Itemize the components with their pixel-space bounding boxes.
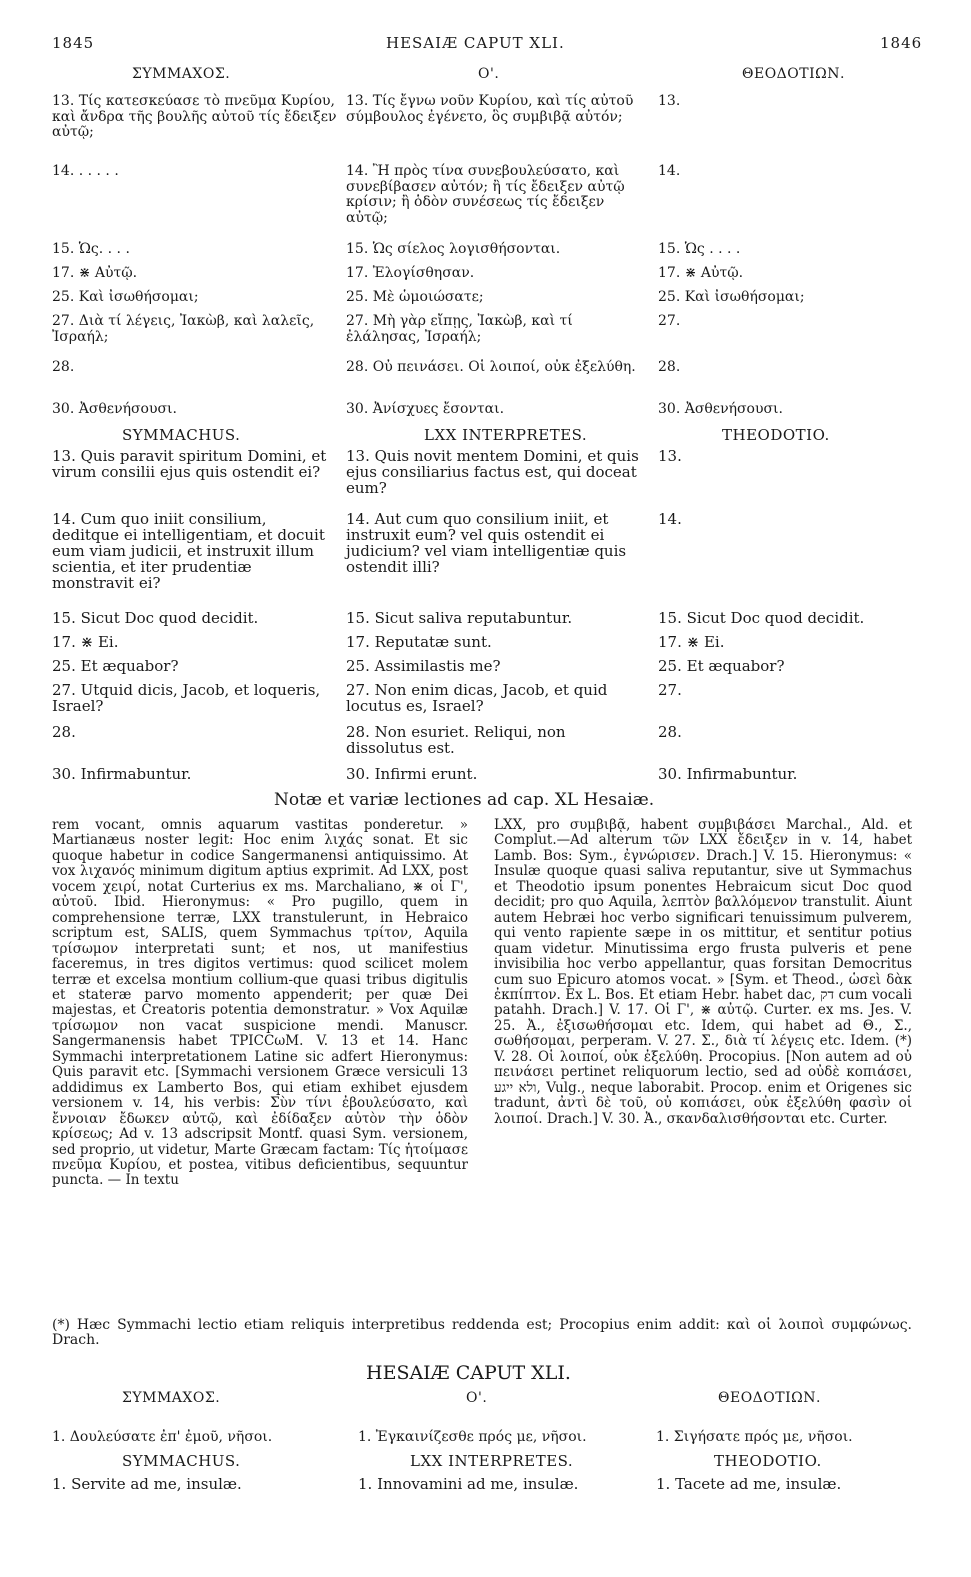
verse-lxx-la-17: 17. Reputatæ sunt. xyxy=(346,633,492,651)
verse-sym-gr-13: 13. Τίς κατεσκεύασε τὸ πνεῦμα Κυρίου, καὶ ἄνδρα τῆς βουλῆς αὐτοῦ τίς ἔδειξεν αὐτῷ; xyxy=(52,93,337,140)
verse-theo-la-28: 28. xyxy=(658,723,682,741)
verse2-sym-gr-1: 1. Δουλεύσατε ἐπ' ἐμοῦ, νῆσοι. xyxy=(52,1429,273,1445)
verse-lxx-la-28: 28. Non esuriet. Reliqui, non dissolutus est. xyxy=(346,723,566,757)
verse-theo-gr-17: 17. ⋇ Αὐτῷ. xyxy=(658,265,744,281)
heading-theodotion-greek: ΘΕΟΔΟΤΙΩΝ. xyxy=(742,66,845,82)
verse-theo-gr-27: 27. xyxy=(658,313,681,329)
verse-sym-la-28: 28. xyxy=(52,723,76,741)
heading2-symmachus-greek: ΣΥΜΜΑΧΟΣ. xyxy=(122,1390,221,1406)
verse-sym-gr-25: 25. Καὶ ἰσωθήσομαι; xyxy=(52,289,199,305)
footnote: (*) Hæc Symmachi lectio etiam reliquis interpretibus reddenda est; Procopius enim addit: καὶ οἱ λοιποὶ συμφώνως. Drach. xyxy=(52,1317,912,1349)
verse-lxx-gr-25: 25. Μὲ ὡμοιώσατε; xyxy=(346,289,484,305)
verse-theo-la-27: 27. xyxy=(658,681,682,699)
verse-theo-gr-13: 13. xyxy=(658,93,681,109)
verse2-lxx-gr-1: 1. Ἐγκαινίζεσθε πρός με, νῆσοι. xyxy=(358,1429,587,1445)
verse-lxx-la-15: 15. Sicut saliva reputabuntur. xyxy=(346,609,573,627)
verse-theo-gr-30: 30. Ἀσθενήσουσι. xyxy=(658,401,783,417)
verse-theo-la-30: 30. Infirmabuntur. xyxy=(658,765,798,783)
verse-lxx-gr-30: 30. Ἀνίσχυες ἔσονται. xyxy=(346,401,505,417)
verse-theo-gr-25: 25. Καὶ ἰσωθήσομαι; xyxy=(658,289,805,305)
verse-sym-la-17: 17. ⋇ Ei. xyxy=(52,633,119,651)
column-number-right: 1846 xyxy=(880,34,923,52)
heading2-symmachus-latin: SYMMACHUS. xyxy=(122,1452,241,1470)
verse-lxx-gr-28: 28. Οὐ πεινάσει. Οἱ λοιποί, οὐκ ἐξελύθη. xyxy=(346,359,636,375)
heading-theodotion-latin: THEODOTIO. xyxy=(722,426,830,444)
verse2-theo-la-1: 1. Tacete ad me, insulæ. xyxy=(656,1475,842,1493)
verse-lxx-gr-14: 14. Ἢ πρὸς τίνα συνεβουλεύσατο, καὶ συνεβίβασεν αὐτόν; ἢ τίς ἔδειξεν αὐτῷ κρίσιν; ἢ ὁδὸν συνέσεως τίς ἔδειξεν αὐτῷ; xyxy=(346,163,625,226)
verse-lxx-la-27: 27. Non enim dicas, Jacob, et quid locutus es, Israel? xyxy=(346,681,608,715)
heading-lxx-greek: Ο'. xyxy=(478,66,500,82)
verse-sym-la-25: 25. Et æquabor? xyxy=(52,657,179,675)
verse-theo-gr-15: 15. Ὡς . . . . xyxy=(658,241,741,257)
verse-sym-la-13: 13. Quis paravit spiritum Domini, et virum consilii ejus quis ostendit ei? xyxy=(52,447,327,481)
verse-theo-la-15: 15. Sicut Doc quod decidit. xyxy=(658,609,865,627)
verse-lxx-gr-27: 27. Μὴ γὰρ εἴπῃς, Ἰακὼβ, καὶ τί ἐλάλησας, Ἰσραήλ; xyxy=(346,313,573,345)
verse-theo-la-13: 13. xyxy=(658,447,682,465)
verse-theo-la-25: 25. Et æquabor? xyxy=(658,657,785,675)
notes-left-column: rem vocant, omnis aquarum vastitas ponderetur. » Martianæus noster legit: Hoc enim λιχάς sonat. Et sic quoque habetur in codice Sangermanensi antiquissimo. At vox λιχανός minimum digitum aptius exprimit. Ad LXX, post vocem χειρί, notat Curterius ex ms. Marchaliano, ⋇ οἱ Γ', αὐτοῦ. Ibid. Hieronymus: « Pro pugillo, quem in comprehensione terræ, LXX transtulerunt, in Hebraico scriptum est, SALIS, quem Symmachus τρίτον, Aquila τρίσωμον interpretati sunt; et nos, ut manifestius faceremus, in tres digitos vertimus: quod scilicet molem terræ et excelsa montium collium-que quasi tribus digitulis et stateræ parvo momento appenderit; per quæ Dei majestas, et Creatoris potentia demonstratur. » Vox Aquilæ τρίσωμον non vacat suspicione mendi. Manuscr. Sangermanensis habet TPICCωM. V. 13 et 14. Hanc Symmachi interpretationem Latine sic adfert Hieronymus: Quis paravit etc. [Symmachi versionem Græce versiculi 13 addidimus ex Lamberto Bos, qui etiam exhibet ejusdem versionem v. 14, his verbis: Σὺν τίνι ἐβουλεύσατο, καὶ ἔννοιαν ἔδωκεν αὐτῷ, καὶ ἐδίδαξεν αὐτὸν τὴν ὁδὸν κρίσεως; Ad v. 13 adscripsit Montf. quasi Sym. versionem, sed proprio, ut videtur, Marte Græcam factam: Τίς ἡτοίμασε πνεῦμα Κυρίου, et postea, vitibus deficientibus, sequuntur puncta. — In textu xyxy=(52,817,468,1189)
verse-sym-gr-15: 15. Ὡς. . . . xyxy=(52,241,130,257)
heading2-lxx-latin: LXX INTERPRETES. xyxy=(410,1452,574,1470)
verse-lxx-gr-13: 13. Τίς ἔγνω νοῦν Κυρίου, καὶ τίς αὐτοῦ σύμβουλος ἐγένετο, ὃς συμβιβᾷ αὐτόν; xyxy=(346,93,634,125)
heading2-lxx-greek: Ο'. xyxy=(466,1390,488,1406)
verse-lxx-gr-15: 15. Ὡς σίελος λογισθήσονται. xyxy=(346,241,561,257)
verse-sym-gr-30: 30. Ἀσθενήσουσι. xyxy=(52,401,177,417)
notes-right-column: LXX, pro συμβιβᾷ, habent συμβιβάσει Marchal., Ald. et Complut.—Ad alterum τῶν LXX ἔδειξεν in v. 14, habet Lamb. Bos: Sym., ἐγνώρισεν. Drach.] V. 15. Hieronymus: « Insulæ quoque quasi saliva reputantur, sive ut Symmachus et Theodotio ipsum ponentes Hebraicum sicut Doc quod decidit; pro quo Aquila, λεπτὸν βαλλόμενον transtulit. Aiunt autem Hebræi hoc verbo significari tenuissimum pulverem, qui vento rapiente sæpe in os mittitur, et sentitur potius quam videtur. Minutissima ergo frusta pulveris et pene invisibilia hoc verbo appellantur, quas forsitan Democritus cum suo Epicuro atomos vocat. » [Sym. et Theod., ὡσεὶ δὰκ ἐκπίπτον. Ex L. Bos. Et etiam Hebr. habet dac, דק cum vocali patahh. Drach.] V. 17. Οἱ Γ', ⋇ αὐτῷ. Curter. ex ms. Jes. V. 25. Ἀ., ἐξισωθήσομαι etc. Idem, qui habet ad Θ., Σ., σωθήσομαι, perperam. V. 27. Σ., διὰ τί λέγεις etc. Idem. (*) V. 28. Οἱ λοιποί, οὐκ ἐξελύθη. Procopius. [Non autem ad οὐ πεινάσει pertinet reliquorum lectio, sed ad οὐδὲ κοπιάσει, ולא ייגע, Vulg., neque laborabit. Procop. enim et Origenes sic tradunt, ἀντὶ δὲ τοῦ, οὐ κοπιάσει, οὐκ ἐξελύθη φασὶν οἱ λοιποί. Drach.] V. 30. Ἀ., σκανδαλισθήσονται etc. Curter. xyxy=(494,817,913,1127)
verse-lxx-la-13: 13. Quis novit mentem Domini, et quis ejus consiliarius factus est, qui doceat eum? xyxy=(346,447,639,497)
chapter-title: HESAIÆ CAPUT XLI. xyxy=(366,1362,571,1384)
verse-lxx-la-14: 14. Aut cum quo consilium iniit, et instruxit eum? vel quis ostendit ei judicium? vel viam intelligentiæ quis ostendit illi? xyxy=(346,510,627,576)
heading-lxx-latin: LXX INTERPRETES. xyxy=(424,426,588,444)
verse-theo-la-17: 17. ⋇ Ei. xyxy=(658,633,725,651)
verse-lxx-la-25: 25. Assimilastis me? xyxy=(346,657,501,675)
running-title: HESAIÆ CAPUT XLI. xyxy=(386,34,565,52)
heading-symmachus-greek: ΣΥΜΜΑΧΟΣ. xyxy=(132,66,231,82)
notes-title: Notæ et variæ lectiones ad cap. XL Hesaiæ. xyxy=(274,790,655,810)
verse-sym-la-15: 15. Sicut Doc quod decidit. xyxy=(52,609,259,627)
verse-lxx-la-30: 30. Infirmi erunt. xyxy=(346,765,478,783)
verse2-lxx-la-1: 1. Innovamini ad me, insulæ. xyxy=(358,1475,579,1493)
verse-lxx-gr-17: 17. Ἐλογίσθησαν. xyxy=(346,265,475,281)
verse-sym-la-27: 27. Utquid dicis, Jacob, et loqueris, Israel? xyxy=(52,681,321,715)
verse2-theo-gr-1: 1. Σιγήσατε πρός με, νῆσοι. xyxy=(656,1429,853,1445)
column-number-left: 1845 xyxy=(52,34,95,52)
verse2-sym-la-1: 1. Servite ad me, insulæ. xyxy=(52,1475,242,1493)
verse-sym-la-30: 30. Infirmabuntur. xyxy=(52,765,192,783)
verse-sym-gr-28: 28. xyxy=(52,359,75,375)
verse-sym-gr-27: 27. Διὰ τί λέγεις, Ἰακὼβ, καὶ λαλεῖς, Ἰσραήλ; xyxy=(52,313,315,345)
heading2-theodotion-latin: THEODOTIO. xyxy=(714,1452,822,1470)
heading-symmachus-latin: SYMMACHUS. xyxy=(122,426,241,444)
verse-sym-gr-14: 14. . . . . . xyxy=(52,163,119,179)
verse-theo-gr-28: 28. xyxy=(658,359,681,375)
verse-theo-gr-14: 14. xyxy=(658,163,681,179)
verse-sym-la-14: 14. Cum quo iniit consilium, deditque ei intelligentiam, et docuit eum viam judicii, et instruxit illum scientia, et iter prudentiæ monstravit ei? xyxy=(52,510,325,592)
verse-theo-la-14: 14. xyxy=(658,510,682,528)
heading2-theodotion-greek: ΘΕΟΔΟΤΙΩΝ. xyxy=(718,1390,821,1406)
verse-sym-gr-17: 17. ⋇ Αὐτῷ. xyxy=(52,265,138,281)
